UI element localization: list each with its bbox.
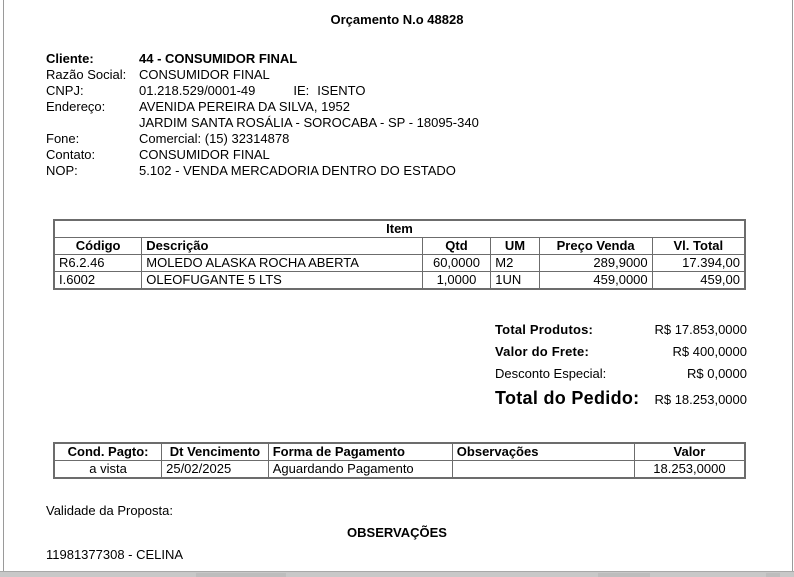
cell-descricao: OLEOFUGANTE 5 LTS xyxy=(142,272,422,290)
header-um: UM xyxy=(491,238,539,255)
total-produtos-label: Total Produtos: xyxy=(495,322,594,337)
table-row xyxy=(54,272,745,290)
razao-social-value: CONSUMIDOR FINAL xyxy=(139,67,270,82)
totals-block xyxy=(495,322,747,409)
cnpj-value: 01.218.529/0001-49 xyxy=(139,83,256,98)
header-forma-pagamento: Forma de Pagamento xyxy=(268,443,452,461)
cell-preco-venda: 459,0000 xyxy=(539,272,652,290)
header-observacoes: Observações xyxy=(452,443,634,461)
items-caption: Item xyxy=(54,220,745,238)
cell-qtd: 1,0000 xyxy=(422,272,491,290)
cell-codigo: R6.2.46 xyxy=(54,255,142,272)
ie-label: IE: xyxy=(293,83,310,98)
endereco-row-2 xyxy=(46,115,479,131)
contato-value: CONSUMIDOR FINAL xyxy=(139,147,270,162)
client-value: 44 - CONSUMIDOR FINAL xyxy=(139,51,298,66)
cell-descricao: MOLEDO ALASKA ROCHA ABERTA xyxy=(142,255,422,272)
client-info xyxy=(46,51,479,179)
items-caption-row xyxy=(54,220,745,238)
endereco-line1: AVENIDA PEREIRA DA SILVA, 1952 xyxy=(139,99,350,114)
cell-preco-venda: 289,9000 xyxy=(539,255,652,272)
cell-forma-pagamento: Aguardando Pagamento xyxy=(268,461,452,479)
cell-observacoes xyxy=(452,461,634,479)
header-vl-total: Vl. Total xyxy=(652,238,745,255)
total-produtos-value: R$ 17.853,0000 xyxy=(654,322,747,337)
header-qtd: Qtd xyxy=(422,238,491,255)
fone-value: Comercial: (15) 32314878 xyxy=(139,131,290,146)
nop-label: NOP: xyxy=(46,163,78,178)
cell-vl-total: 17.394,00 xyxy=(652,255,745,272)
fone-row xyxy=(46,131,479,147)
cnpj-row xyxy=(46,83,479,99)
cell-cond-pagto: a vista xyxy=(54,461,162,479)
desconto-label: Desconto Especial: xyxy=(495,366,607,381)
cell-qtd: 60,0000 xyxy=(422,255,491,272)
total-pedido-label: Total do Pedido: xyxy=(495,388,640,408)
cell-valor: 18.253,0000 xyxy=(634,461,745,479)
razao-social-label: Razão Social: xyxy=(46,67,127,82)
total-pedido-value: R$ 18.253,0000 xyxy=(654,392,747,407)
payment-table xyxy=(53,442,746,479)
endereco-label: Endereço: xyxy=(46,99,106,114)
valor-frete-label: Valor do Frete: xyxy=(495,344,590,359)
payment-header-row xyxy=(54,443,745,461)
header-dt-vencimento: Dt Vencimento xyxy=(162,443,269,461)
endereco-row xyxy=(46,99,479,115)
header-preco-venda: Preço Venda xyxy=(539,238,652,255)
ie-value: ISENTO xyxy=(317,83,366,98)
contato-label: Contato: xyxy=(46,147,96,162)
header-codigo: Código xyxy=(54,238,142,255)
valor-frete-value: R$ 400,0000 xyxy=(672,344,747,359)
desconto-value: R$ 0,0000 xyxy=(687,366,747,381)
header-cond-pagto: Cond. Pagto: xyxy=(54,443,162,461)
observacoes-text: 11981377308 - CELINA xyxy=(46,547,184,562)
client-row xyxy=(46,51,479,67)
background-window-edge xyxy=(0,571,794,577)
items-table xyxy=(53,219,746,290)
fone-label: Fone: xyxy=(46,131,80,146)
contato-row xyxy=(46,147,479,163)
header-descricao: Descrição xyxy=(142,238,422,255)
table-row xyxy=(54,255,745,272)
nop-row xyxy=(46,163,479,179)
cell-dt-vencimento: 25/02/2025 xyxy=(162,461,269,479)
table-row xyxy=(54,461,745,479)
endereco-line2: JARDIM SANTA ROSÁLIA - SOROCABA - SP - 18095-340 xyxy=(139,115,479,130)
observacoes-title: OBSERVAÇÕES xyxy=(347,525,447,540)
document-title: Orçamento N.o 48828 xyxy=(330,12,464,27)
total-produtos-row xyxy=(495,322,747,344)
nop-value: 5.102 - VENDA MERCADORIA DENTRO DO ESTADO xyxy=(139,163,456,178)
valor-frete-row xyxy=(495,344,747,366)
cnpj-label: CNPJ: xyxy=(46,83,84,98)
cell-vl-total: 459,00 xyxy=(652,272,745,290)
header-valor: Valor xyxy=(634,443,745,461)
cell-um: M2 xyxy=(491,255,539,272)
total-pedido-row xyxy=(495,388,747,409)
validade-label: Validade da Proposta: xyxy=(46,503,173,518)
cell-codigo: I.6002 xyxy=(54,272,142,290)
desconto-row xyxy=(495,366,747,388)
razao-social-row xyxy=(46,67,479,83)
items-header-row xyxy=(54,238,745,255)
client-label: Cliente: xyxy=(46,51,94,66)
cell-um: 1UN xyxy=(491,272,539,290)
